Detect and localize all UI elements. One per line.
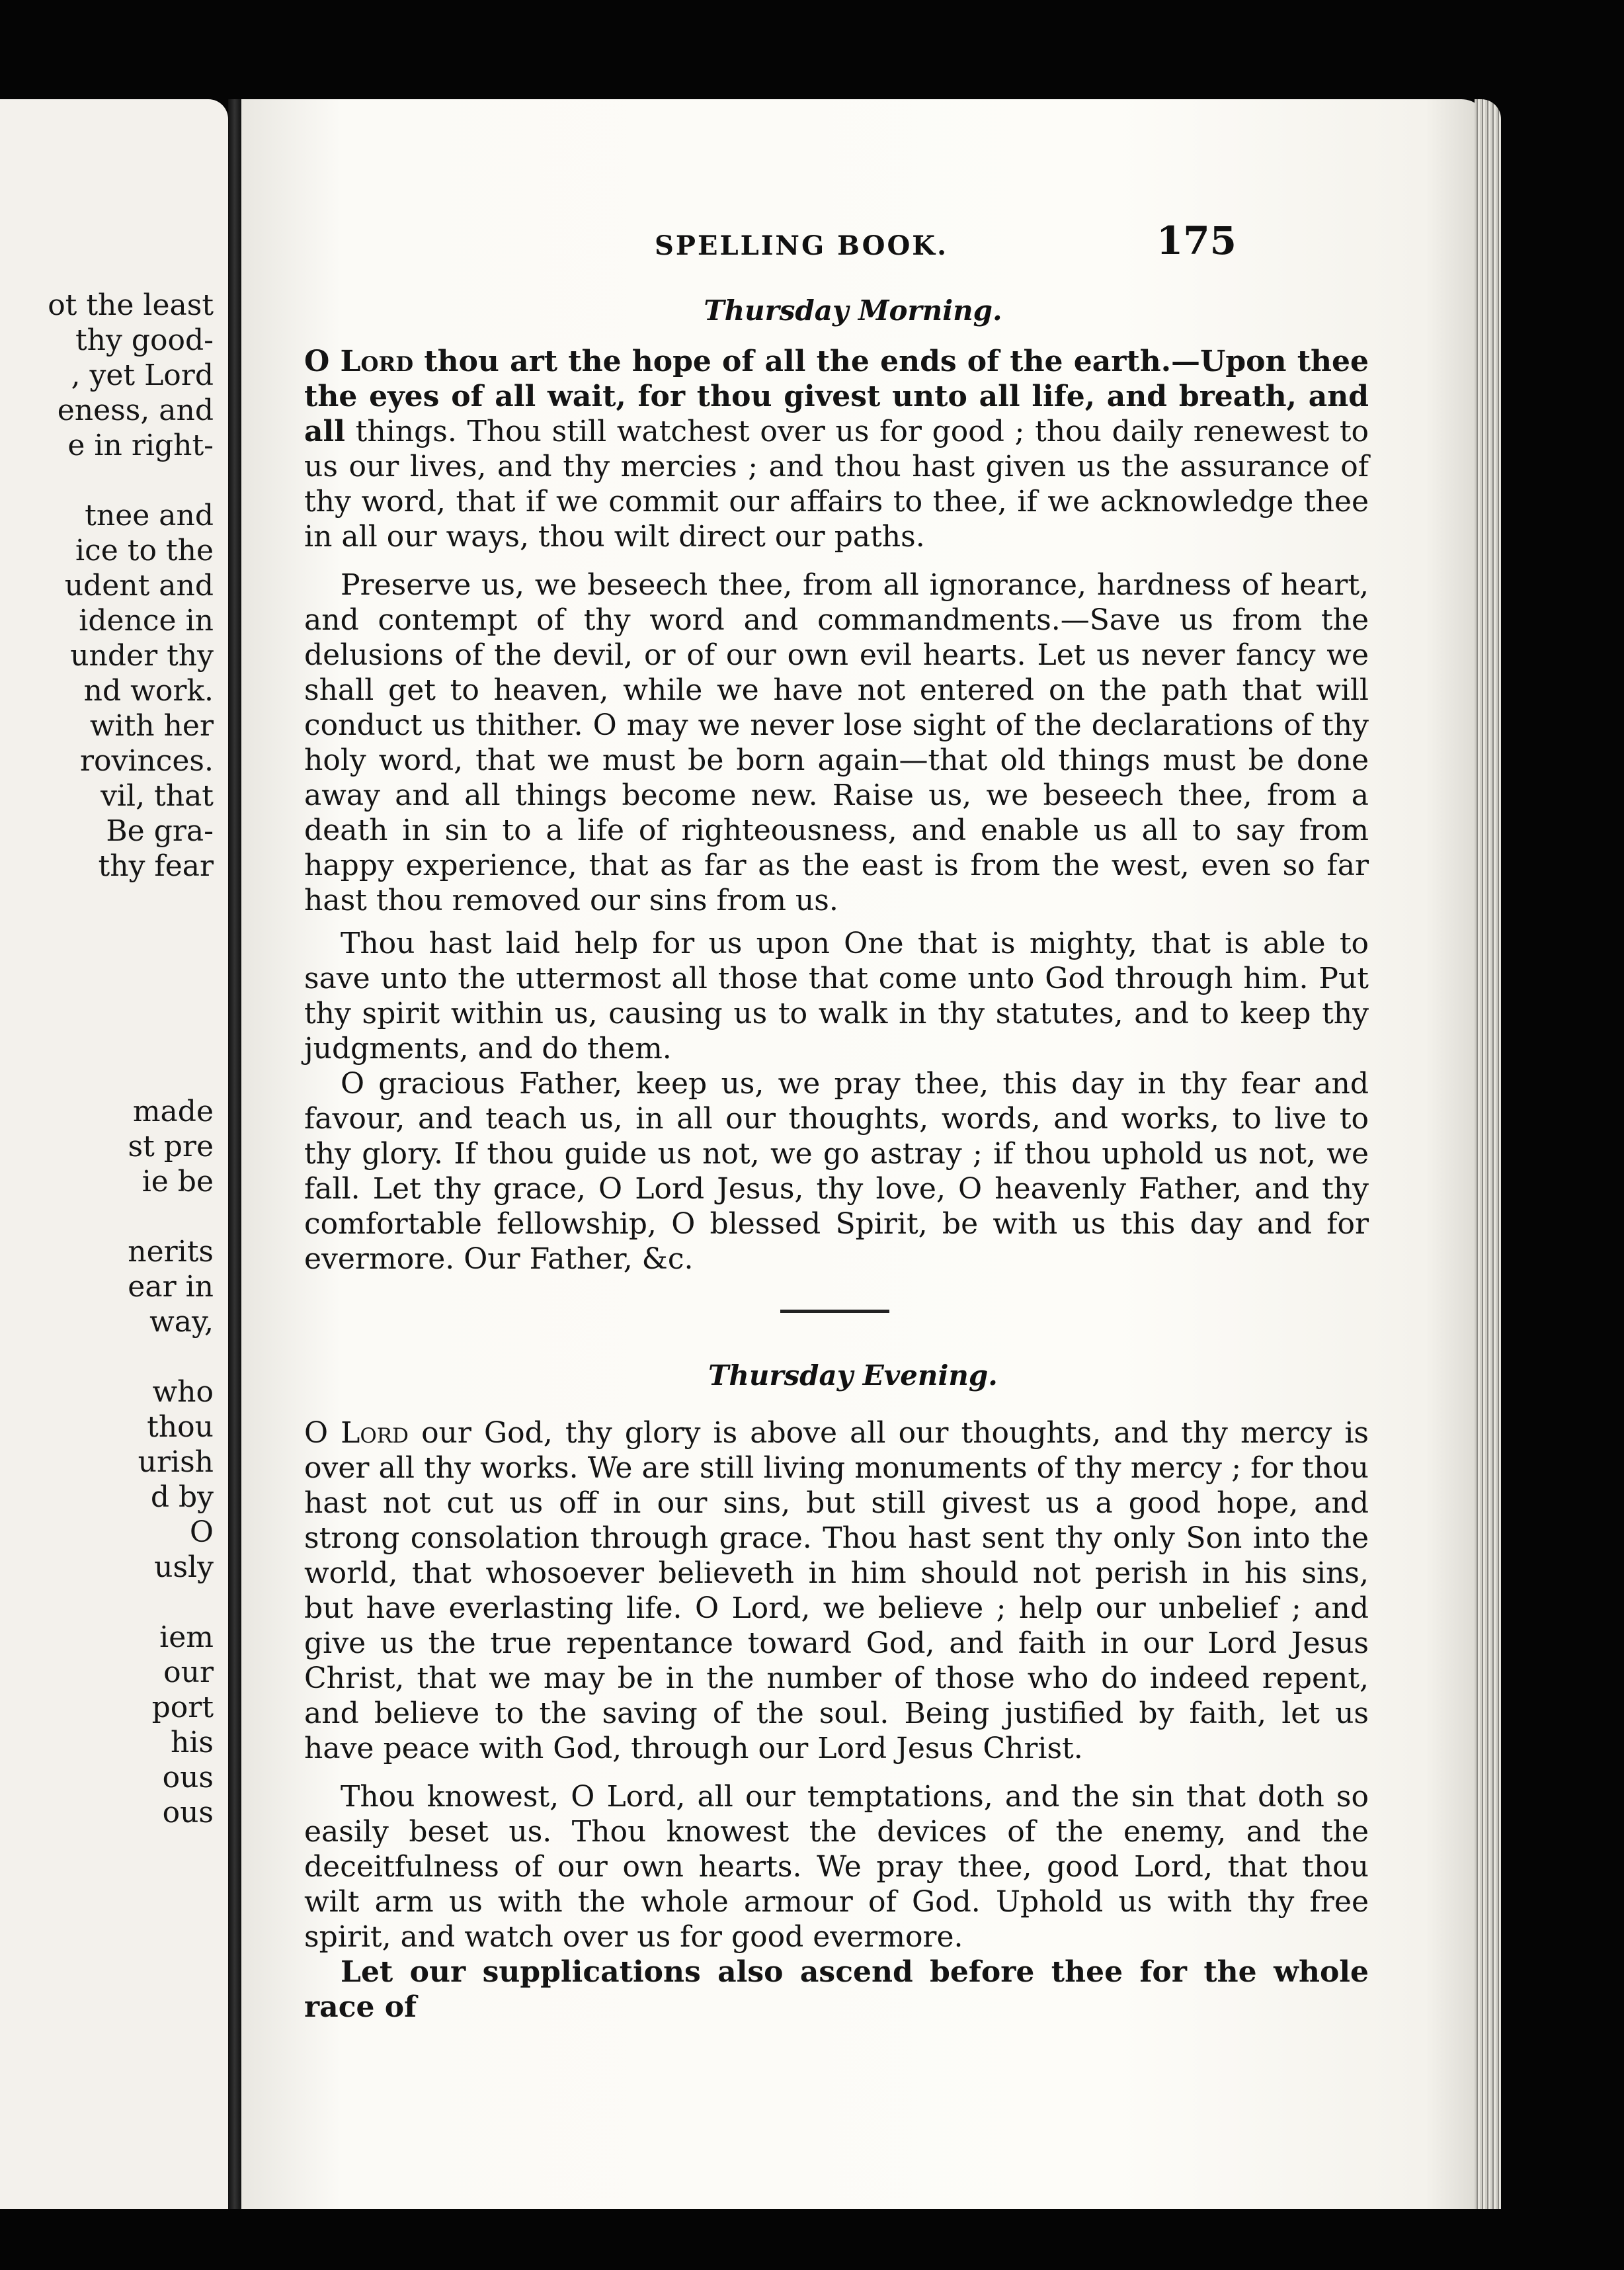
left-page-fragment: under thy [70, 639, 214, 673]
left-page-fragment: way, [149, 1305, 214, 1339]
page-header [655, 218, 1237, 278]
left-page-fragment: O [189, 1515, 214, 1549]
scan-background-bottom [0, 2209, 1624, 2270]
left-page-fragment: usly [154, 1550, 214, 1584]
left-page-fragment: made [132, 1095, 214, 1128]
left-page-fragment: Be gra- [106, 814, 214, 848]
left-page-fragment: e in right- [67, 429, 214, 462]
left-page-fragment [15, 1585, 214, 1620]
left-page-fragment: st pre [128, 1130, 214, 1163]
morning-paragraph-2: Preserve us, we beseech thee, from all ignorance, hardness of heart, and contempt of thy word and commandments.—Save us from the delusions of the devil, or of our own evil hearts. Let us never fancy we shall get to heaven, while we have not entered on the path that will conduct us thither. O may we never lose sight of the declarations of thy holy word, that we must be born again—that old things must be done away and all things become new. Raise us, we beseech thee, from a death in sin to a life of righteousness, and enable us all to say from happy experience, that as far as the east is from the west, even so far hast thou removed our sins from us. [304, 568, 1369, 917]
left-page-fragment [15, 989, 214, 1024]
morning-paragraph-1 [304, 344, 1369, 554]
left-page-text-fragments [15, 288, 214, 1830]
book-gutter [228, 99, 241, 2209]
left-page-fragment: who [152, 1375, 214, 1409]
morning-p1-bold-text: thou art the hope of all the ends of the earth.—Upon thee the eyes of all wait, for thou givest unto all life, and breath, and all [304, 345, 1369, 448]
page-number: 175 [1156, 218, 1237, 263]
left-page-fragment [15, 1059, 214, 1094]
left-page-fragment: ice to the [75, 534, 214, 568]
morning-paragraph-4: O gracious Father, keep us, we pray thee, this day in thy fear and favour, and teach us, in all our thoughts, words, and works, to live to thy glory. If thou guide us not, we go astray ; if thou uphold us not, we fall. Let thy grace, O Lord Jesus, thy love, O heavenly Father, and thy comfortable fellowship, O blessed Spirit, be with us this day and for evermore. Our Father, &c. [304, 1067, 1369, 1276]
evening-paragraph-2: Thou knowest, O Lord, all our temptations, and the sin that doth so easily beset us. Thou knowest the devices of the enemy, and the deceitfulness of our own hearts. We pray thee, good Lord, that thou wilt arm us with the whole armour of God. Uphold us with thy free spirit, and watch over us for good evermore. [304, 1780, 1369, 1954]
left-page-fragment: ous [162, 1796, 214, 1829]
morning-p1-text: things. Thou still watchest over us for good ; thou daily renewest to us our lives, and thy mercies ; and thou hast given us the assurance of thy word, that if we commit our affairs to thee, if we acknowledge thee in all our ways, thou wilt direct our paths. [304, 415, 1369, 554]
left-page-fragment: ous [162, 1761, 214, 1794]
left-page-fragment: d by [150, 1480, 214, 1514]
left-page-fragment: eness, and [57, 394, 214, 427]
section-divider-rule [780, 1310, 889, 1313]
running-head: SPELLING BOOK. [655, 230, 948, 261]
page-edges [1475, 99, 1501, 2209]
left-page-fragment [15, 954, 214, 989]
left-page-fragment: port [151, 1691, 214, 1724]
left-page-fragment: ie be [142, 1165, 214, 1198]
evening-p1-text: our God, thy glory is above all our thoughts, and thy mercy is over all thy works. We are still living monuments of thy mercy ; for thou hast not cut us off in our sins, but still givest us a good hope, and strong consolation through grace. Thou hast sent thy only Son into the world, that whosoever believeth in him should not perish in his sins, but have everlasting life. O Lord, we believe ; help our unbelief ; and give us the true repentance toward God, and faith in our Lord Jesus Christ, that we may be in the number of those who do indeed repent, and believe to the saving of the soul. Being justified by faith, let us have peace with God, through our Lord Jesus Christ. [304, 1416, 1369, 1765]
left-page-fragment: , yet Lord [71, 358, 214, 392]
left-page-fragment [15, 919, 214, 954]
section-heading-evening: Thursday Evening. [708, 1359, 998, 1392]
left-page-fragment: his [171, 1726, 214, 1759]
left-page-fragment [15, 463, 214, 498]
left-page-fragment: ot the least [48, 288, 214, 322]
left-page-fragment: our [163, 1656, 214, 1689]
section-heading-morning: Thursday Morning. [704, 294, 1002, 327]
left-page-fragment [15, 1199, 214, 1234]
left-page-fragment: thy good- [75, 323, 214, 357]
left-page-fragment: thou [147, 1410, 214, 1444]
left-page-fragment: nd work. [83, 674, 214, 708]
left-page-fragment [15, 1339, 214, 1374]
left-page-fragment: urish [138, 1445, 214, 1479]
left-page-fragment: idence in [79, 604, 214, 638]
left-page-fragment: ear in [128, 1270, 214, 1304]
lord-smallcaps: O Lord [304, 1416, 409, 1450]
left-page-fragment: tnee and [85, 499, 214, 532]
left-page-fragment [15, 1024, 214, 1059]
left-page-fragment: vil, that [101, 779, 214, 813]
morning-paragraph-3: Thou hast laid help for us upon One that is mighty, that is able to save unto the uttermost all those that come unto God through him. Put thy spirit within us, causing us to walk in thy statutes, and to keep thy judgments, and do them. [304, 927, 1369, 1066]
left-page [0, 99, 228, 2209]
evening-paragraph-3: Let our supplications also ascend before thee for the whole race of [304, 1955, 1369, 2024]
lord-smallcaps: O Lord [304, 345, 414, 378]
left-page-fragment [15, 884, 214, 919]
left-page-fragment: with her [89, 709, 214, 743]
evening-paragraph-1 [304, 1415, 1369, 1766]
left-page-fragment: thy fear [98, 849, 214, 883]
left-page-fragment: rovinces. [79, 744, 214, 778]
left-page-fragment: udent and [64, 569, 214, 603]
left-page-fragment: iem [159, 1620, 214, 1654]
left-page-fragment: nerits [128, 1235, 214, 1269]
